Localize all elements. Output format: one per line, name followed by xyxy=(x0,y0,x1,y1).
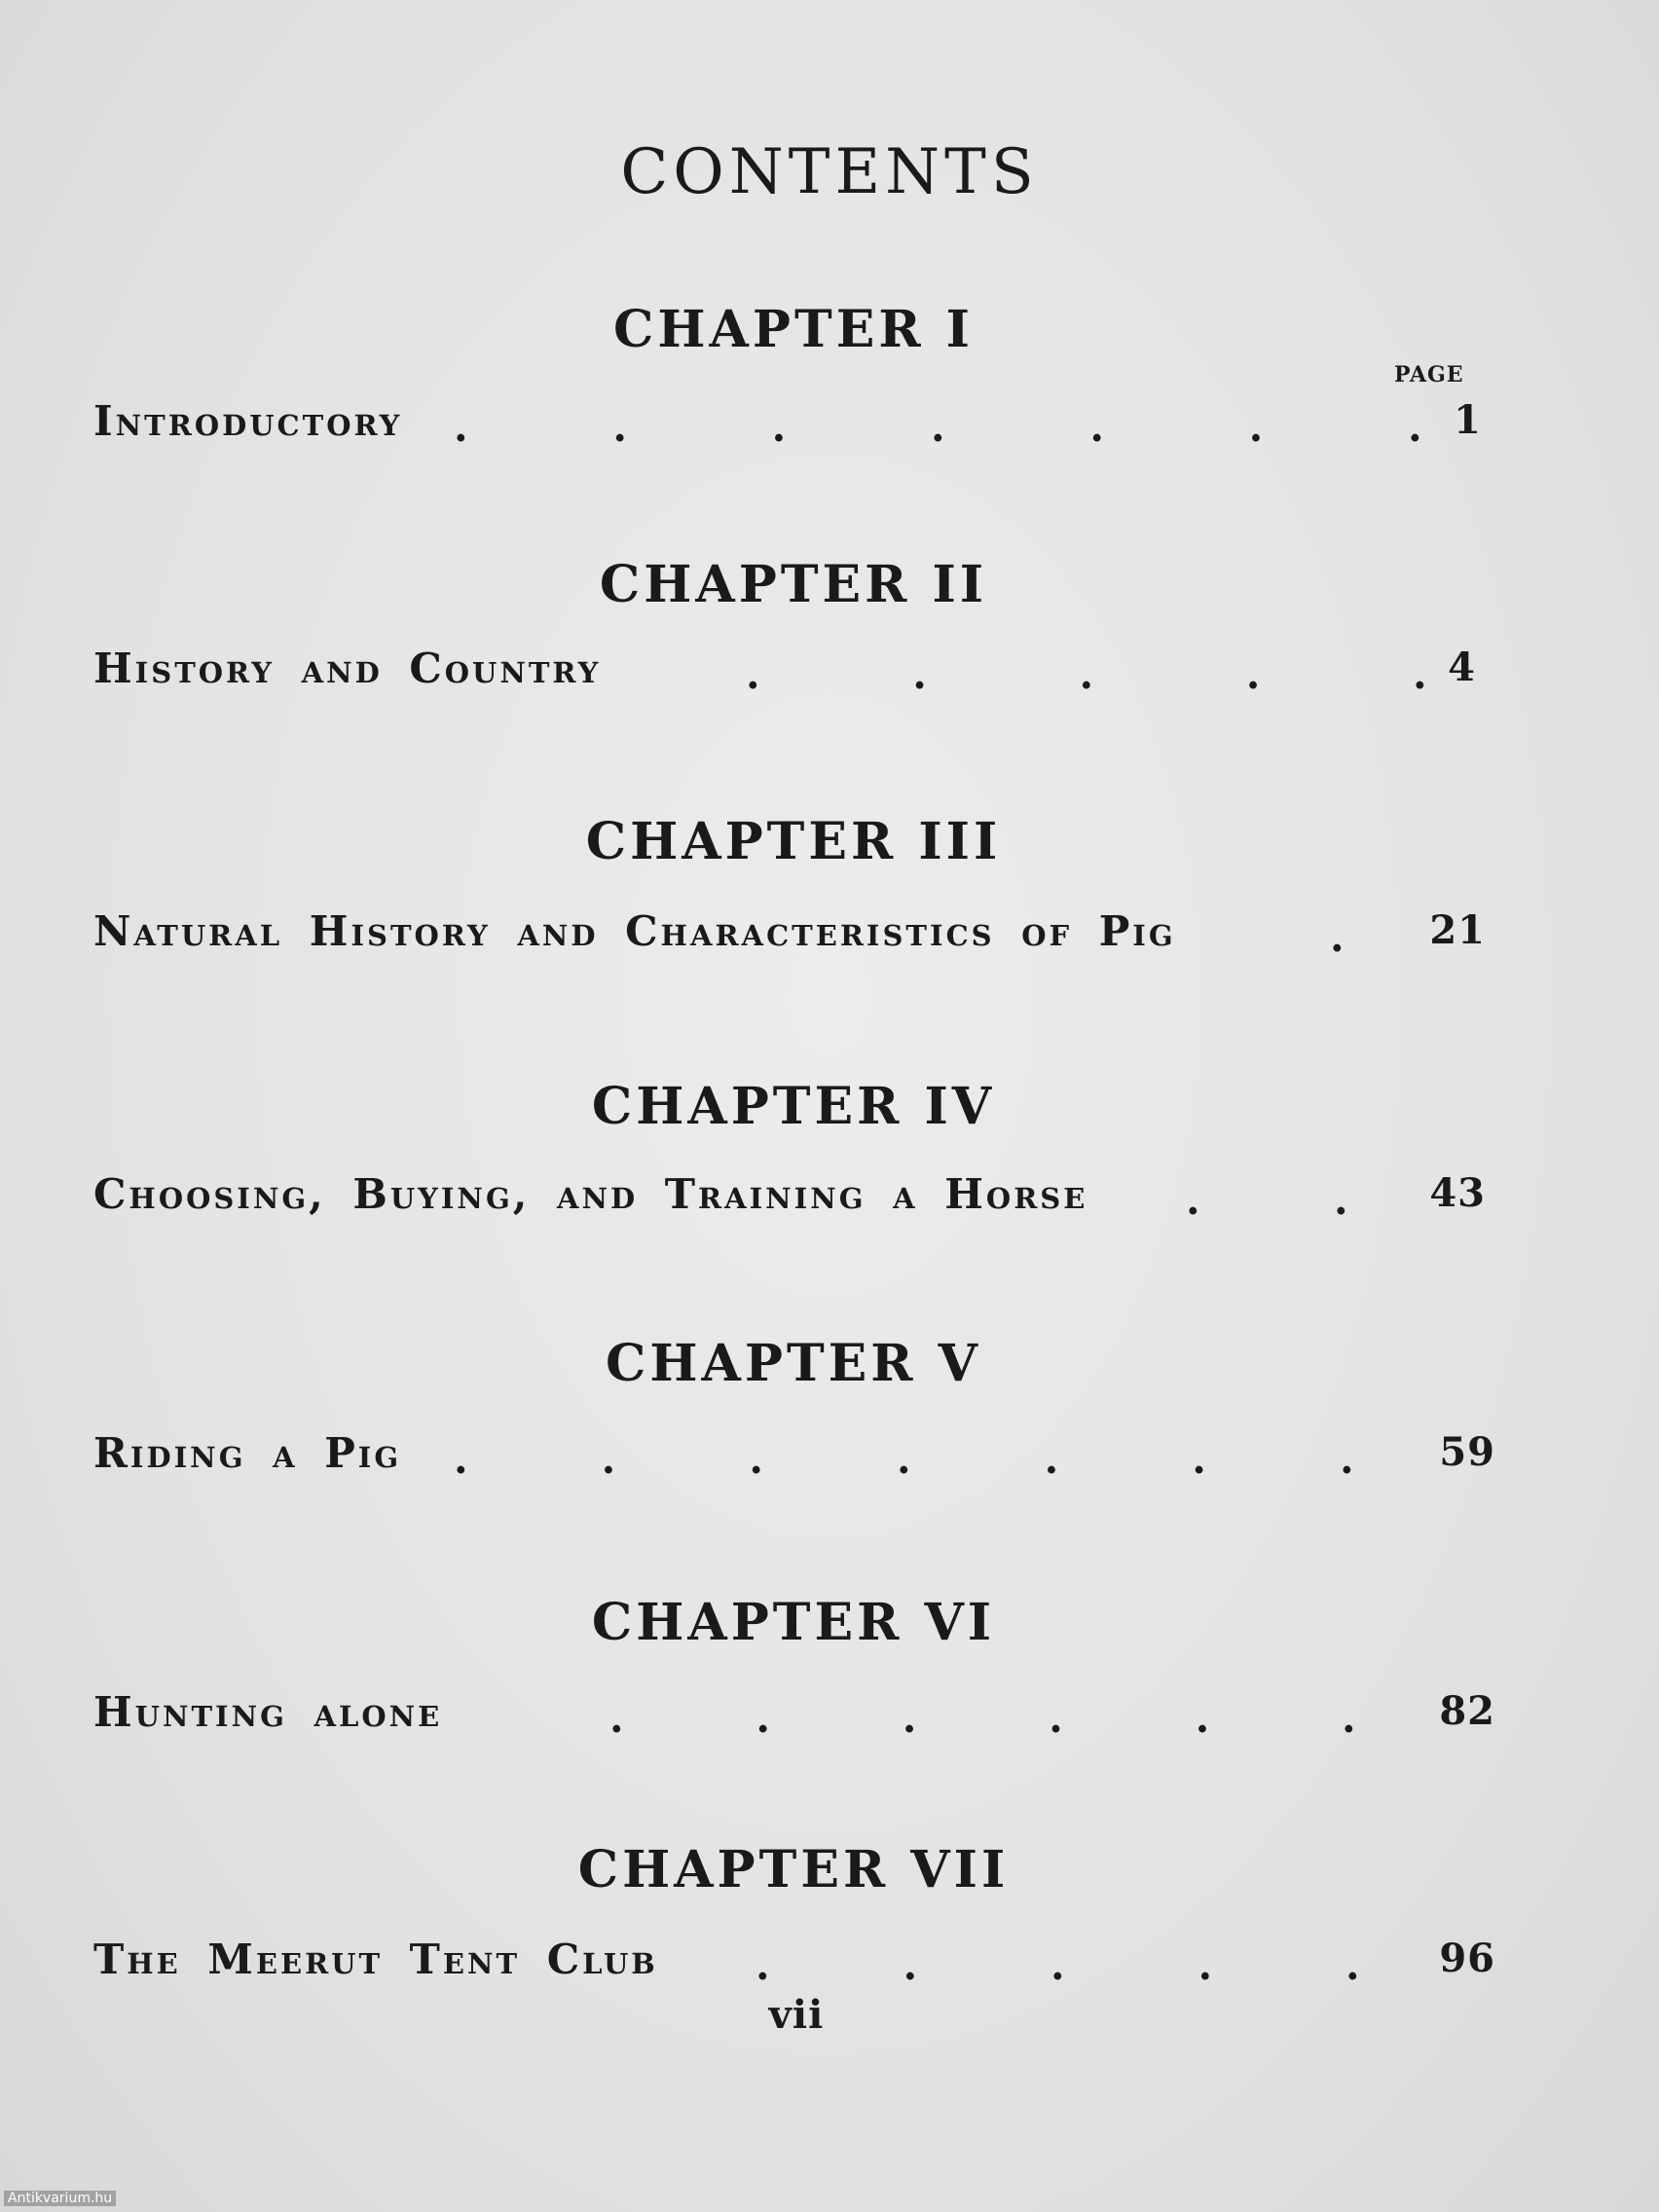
toc-entry-page: 1 xyxy=(1454,397,1482,443)
toc-entry[interactable] xyxy=(93,1429,1495,1488)
chapter-heading: CHAPTER III xyxy=(585,812,1002,871)
page-title: CONTENTS xyxy=(620,136,1039,208)
watermark: Antikvarium.hu xyxy=(4,2191,116,2206)
toc-entry-page: 43 xyxy=(1429,1170,1486,1216)
chapter-heading: CHAPTER IV xyxy=(591,1077,996,1136)
toc-entry[interactable] xyxy=(93,907,1486,966)
chapter-heading: CHAPTER II xyxy=(599,555,988,614)
toc-entry[interactable] xyxy=(93,397,1482,456)
toc-entry[interactable] xyxy=(93,645,1476,703)
dot-leaders: . . . . . . . xyxy=(454,1435,1354,1483)
toc-entry-page: 21 xyxy=(1429,907,1486,953)
dot-leaders: . . . . . xyxy=(756,1941,1360,1989)
chapter-heading: CHAPTER VI xyxy=(591,1593,996,1652)
toc-entry[interactable] xyxy=(93,1688,1495,1747)
toc-entry-title: Introductory xyxy=(93,397,403,445)
toc-entry-title: Natural History and Characteristics of Pig xyxy=(93,907,1176,955)
toc-entry-title: Hunting alone xyxy=(93,1688,443,1736)
page-folio: vii xyxy=(768,1992,825,2038)
dot-leaders: . . . . . xyxy=(746,650,1427,698)
toc-entry-page: 4 xyxy=(1448,645,1476,690)
toc-entry-page: 82 xyxy=(1439,1688,1495,1734)
page-column-header: PAGE xyxy=(1394,362,1464,387)
dot-leaders: . . xyxy=(1186,1176,1348,1224)
toc-entry-page: 96 xyxy=(1439,1936,1495,1981)
toc-entry-title: Riding a Pig xyxy=(93,1429,402,1477)
toc-entry-title: The Meerut Tent Club xyxy=(93,1936,658,1983)
toc-entry[interactable] xyxy=(93,1936,1495,1994)
dot-leaders: . xyxy=(1330,913,1345,961)
toc-entry-title: History and Country xyxy=(93,645,602,692)
dot-leaders: . . . . . . . xyxy=(454,403,1422,451)
toc-entry-title: Choosing, Buying, and Training a Horse xyxy=(93,1170,1088,1218)
toc-entry-page: 59 xyxy=(1439,1429,1495,1475)
toc-entry[interactable] xyxy=(93,1170,1486,1229)
chapter-heading: CHAPTER V xyxy=(606,1334,981,1393)
chapter-heading: CHAPTER I xyxy=(613,300,974,359)
dot-leaders: . . . . . . xyxy=(609,1694,1356,1742)
chapter-heading: CHAPTER VII xyxy=(577,1840,1010,1899)
